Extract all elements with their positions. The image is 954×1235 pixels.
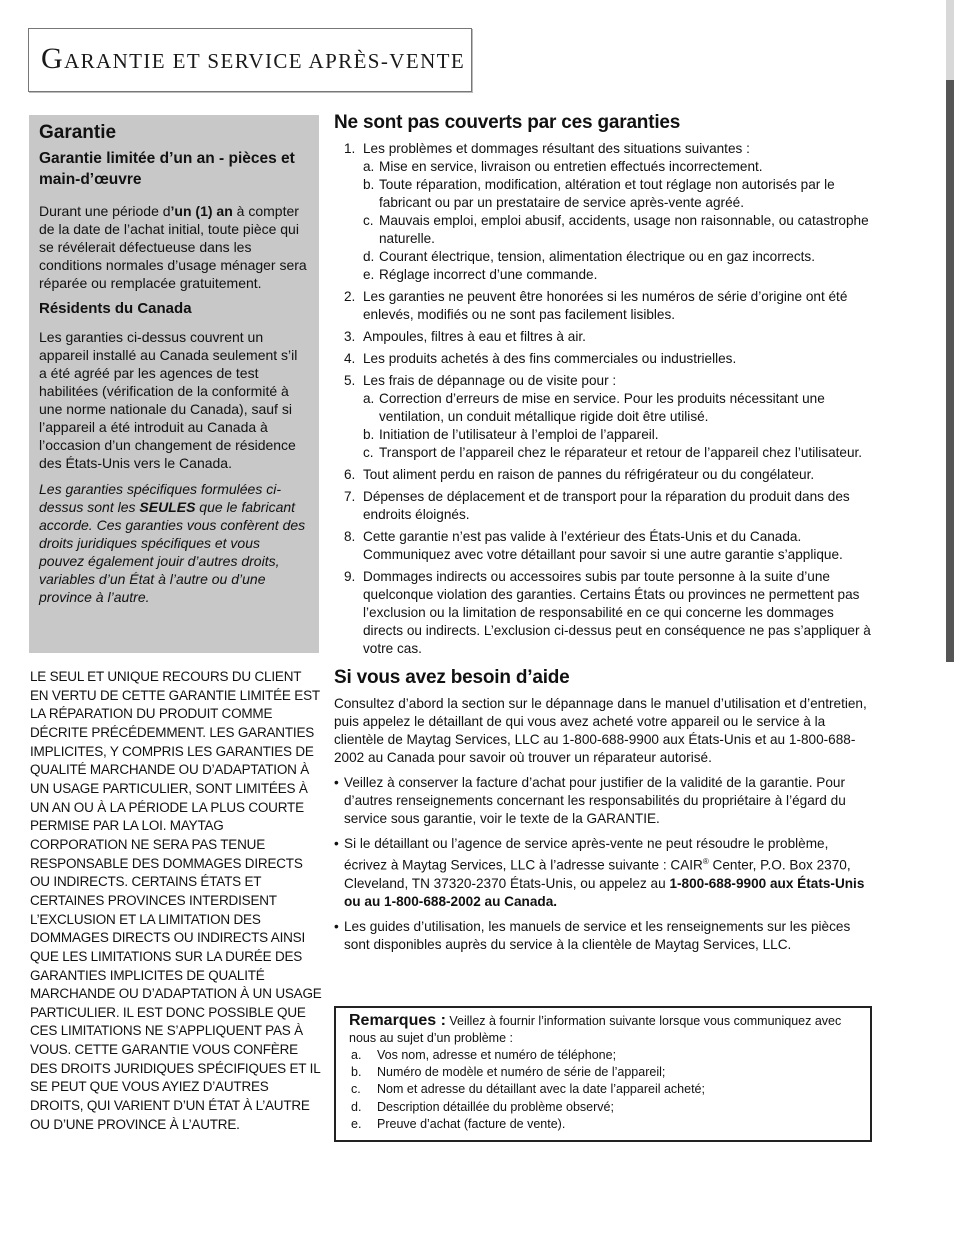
remarks-item-letter: b. xyxy=(351,1065,362,1080)
sub-item-text: Toute réparation, modification, altération et tout réglage non autorisés par le fabricant ou par un prestataire de service après-vente agréé. xyxy=(379,177,835,210)
remarks-intro-line xyxy=(349,1012,858,1047)
item-text: Les garanties ne peuvent être honorées si les numéros de série d’origine ont été enlevés, modifiés ou ne sont pas facilement lisibles. xyxy=(363,289,848,322)
not-covered-item xyxy=(334,568,874,658)
remarks-item-letter: a. xyxy=(351,1048,362,1062)
item-text: Cette garantie n’est pas valide à l’extérieur des États-Unis et du Canada. Communiquez avec votre détaillant pour savoir si une autre garantie s’applique. xyxy=(363,529,843,562)
not-covered-item xyxy=(334,350,874,368)
warranty-period: ’un (1) an xyxy=(170,203,233,219)
item-number: 7. xyxy=(344,489,356,504)
help-bullet-text: Les guides d’utilisation, les manuels de service et les renseignements sur les pièces sont disponibles auprès du service à la clientèle de Maytag Services, LLC. xyxy=(344,918,851,952)
sub-item xyxy=(363,444,874,462)
remarks-item xyxy=(349,1116,858,1133)
sub-item-letter: e. xyxy=(363,267,375,282)
warranty-para-suffix: à compter de la date de l’achat initial, toute pièce qui se révélerait défectueuse dans les conditions normales d’usage ménager sera réparée ou remplacée gratuitement. xyxy=(39,203,307,291)
warranty-paragraph xyxy=(39,202,309,292)
item-text: Dommages indirects ou accessoires subis par toute personne à la suite d’une quelconque violation des garanties. Certains États ou provinces ne permettent pas l’exclusion ou la limitation de responsabilité en ce qui concerne les dommages directs ou indirects. L’exclusion ci-dessus peut en conséquence ne pas s’appliquer à votre cas. xyxy=(363,569,871,656)
sub-item xyxy=(363,390,874,426)
specific-warranty-note xyxy=(39,480,309,606)
remarks-item-letter: c. xyxy=(351,1082,361,1097)
item-number: 1. xyxy=(344,141,356,156)
sub-item xyxy=(363,176,874,212)
phone-numbers: 1-800-688-9900 aux États-Unis ou au 1-800-688-2002 au Canada. xyxy=(344,875,865,909)
sub-item-letter: b. xyxy=(363,427,375,442)
page-title-text: ARANTIE ET SERVICE APRÈS-VENTE xyxy=(64,49,466,73)
item-number: 3. xyxy=(344,329,356,344)
not-covered-item xyxy=(334,288,874,324)
remarks-item-text: Description détaillée du problème observé; xyxy=(377,1099,614,1114)
not-covered-item xyxy=(334,140,874,284)
registered-mark: ® xyxy=(702,857,709,866)
sub-item xyxy=(363,248,874,266)
warranty-para-prefix: Durant une période d xyxy=(39,203,171,219)
help-bullet-text: Veillez à conserver la facture d’achat pour justifier de la validité de la garantie. Pour d’autres renseignements concernant les responsabilités du propriétaire à l’égard du service sous garantie, voir le texte de la GARANTIE. xyxy=(344,775,846,826)
note-emphasis: SEULES xyxy=(139,499,196,515)
note-prefix: Les garanties spécifiques formulées ci-dessus sont les xyxy=(39,481,282,515)
item-number: 6. xyxy=(344,467,356,482)
sub-item xyxy=(363,426,874,444)
item-text: Dépenses de déplacement et de transport pour la réparation du produit dans des endroits éloignés. xyxy=(363,489,850,522)
sub-item xyxy=(363,266,874,284)
not-covered-item xyxy=(334,372,874,462)
sub-item-text: Réglage incorrect d’une commande. xyxy=(379,267,598,282)
item-text: Les frais de dépannage ou de visite pour : xyxy=(363,373,617,388)
remarks-item-letter: e. xyxy=(351,1116,362,1131)
remarks-item-letter: d. xyxy=(351,1099,362,1114)
canada-heading: Résidents du Canada xyxy=(39,300,192,317)
remarks-list xyxy=(349,1047,858,1133)
right-column xyxy=(334,112,874,961)
sub-item-text: Correction d’erreurs de mise en service. Pour les produits nécessitant une ventilation, un conduit métallique rigide doit être utilisé. xyxy=(379,391,825,424)
remarks-title: Remarques : xyxy=(349,1012,446,1029)
warranty-title: Garantie xyxy=(39,122,117,143)
page-title xyxy=(41,42,465,76)
item-text: Les produits achetés à des fins commerciales ou industrielles. xyxy=(363,351,737,366)
remarks-box xyxy=(334,1006,872,1142)
remarks-item xyxy=(349,1064,858,1081)
sub-item-text: Mise en service, livraison ou entretien effectués incorrectement. xyxy=(379,159,763,174)
note-suffix: que le fabricant accorde. Ces garanties vous confèrent des droits juridiques spécifiques et vous pouvez également jouir d’autres droits, variables d’un État à l’autre ou d’une province à l’autre. xyxy=(39,499,306,605)
help-intro: Consultez d’abord la section sur le dépannage dans le manuel d’utilisation et d’entretien, puis appelez le détaillant de qui vous avez acheté votre appareil ou le service à la clientèle de Maytag Services, LLC au 1-800-688-9900 aux États-Unis et au 1-800-688-2002 au Canada pour savoir où trouver un réparateur autorisé. xyxy=(334,696,867,765)
not-covered-item xyxy=(334,488,874,524)
item-number: 4. xyxy=(344,351,356,366)
help-bullet-text: Si le détaillant ou l’agence de service après-vente ne peut résoudre le problème, écrivez à Maytag Services, LLC à l’adresse suivante : CAIR xyxy=(344,836,829,873)
remarks-item-text: Preuve d’achat (facture de vente). xyxy=(377,1116,566,1131)
sub-item-letter: a. xyxy=(363,391,375,406)
page-title-box xyxy=(28,28,472,92)
sub-item-text: Mauvais emploi, emploi abusif, accidents, usage non raisonnable, ou catastrophe naturelle. xyxy=(379,213,869,246)
canada-paragraph: Les garanties ci-dessus couvrent un appareil installé au Canada seulement s’il a été agréé par les agences de test habilitées (vérification de la conformité à une norme nationale du Canada), sauf si l’appareil a été introduit au Canada à l’occasion d’un changement de résidence des États-Unis vers le Canada. xyxy=(39,329,298,471)
page-title-initial: G xyxy=(41,42,65,75)
item-text: Ampoules, filtres à eau et filtres à air. xyxy=(363,329,586,344)
sub-item-text: Initiation de l’utilisateur à l’emploi de l’appareil. xyxy=(379,427,659,442)
bullet-mark: • xyxy=(334,836,339,851)
help-bullet-text-cont: Center, P.O. Box 2370, Cleveland, TN 37320-2370 États-Unis, ou appelez au xyxy=(344,857,851,891)
disclaimer-text: LE SEUL ET UNIQUE RECOURS DU CLIENT EN VERTU DE CETTE GARANTIE LIMITÉE EST LA RÉPARATION DU PRODUIT COMME DÉCRITE PRÉCÉDEMMENT. LES GARANTIES IMPLICITES, Y COMPRIS LES GARANTIES DE QUALITÉ MARCHANDE OU D’ADAPTATION À UN USAGE PARTICULIER, SONT LIMITÉES À UN AN OU À LA PÉRIODE LA PLUS COURTE PERMISE PAR LA LOI. MAYTAG CORPORATION NE SERA PAS TENUE RESPONSABLE DES DOMMAGES DIRECTS OU INDIRECTS. CERTAINS ÉTATS ET CERTAINES PROVINCES INTERDISENT L’EXCLUSION ET LA LIMITATION DES DOMMAGES DIRECTS OU INDIRECTS AINSI QUE LES LIMITATIONS SUR LA DURÉE DES GARANTIES IMPLICITES DE QUALITÉ MARCHANDE OU D’ADAPTATION À UN USAGE PARTICULIER. IL EST DONC POSSIBLE QUE CES LIMITATIONS NE S’APPLIQUENT PAS À VOUS. CETTE GARANTIE VOUS CONFÈRE DES DROITS JURIDIQUES SPÉCIFIQUES ET IL SE PEUT QUE VOUS AYIEZ D’AUTRES DROITS, QUI VARIENT D’UN ÉTAT À L’AUTRE OU D’UNE PROVINCE À L’AUTRE. xyxy=(30,669,322,1132)
item-number: 9. xyxy=(344,569,356,584)
bullet-mark: • xyxy=(334,918,339,934)
not-covered-item xyxy=(334,466,874,484)
sub-item-letter: c. xyxy=(363,213,374,228)
item-number: 2. xyxy=(344,289,356,304)
not-covered-list xyxy=(334,140,874,658)
remarks-item-text: Numéro de modèle et numéro de série de l’appareil; xyxy=(377,1065,666,1080)
sub-item-letter: c. xyxy=(363,445,374,460)
help-bullet xyxy=(334,918,874,954)
remarks-item-text: Vos nom, adresse et numéro de téléphone; xyxy=(377,1048,617,1062)
remarks-item xyxy=(349,1099,858,1116)
sub-item xyxy=(363,212,874,248)
sub-list xyxy=(363,390,874,462)
help-bullets xyxy=(334,774,874,954)
remarks-intro: Veillez à fournir l’information suivante lorsque vous communiquez avec nous au sujet d’un problème : xyxy=(349,1014,842,1045)
help-bullet xyxy=(334,835,874,911)
warranty-subtitle: Garantie limitée d’un an - pièces et main-d’œuvre xyxy=(39,150,295,188)
sub-item-letter: b. xyxy=(363,177,375,192)
remarks-item-text: Nom et adresse du détaillant avec la date l’appareil acheté; xyxy=(377,1082,705,1097)
sub-item-letter: a. xyxy=(363,159,375,174)
help-bullet xyxy=(334,774,874,828)
sub-item-text: Transport de l’appareil chez le réparateur et retour de l’appareil chez l’utilisateur. xyxy=(379,445,863,460)
sub-list xyxy=(363,158,874,284)
not-covered-item xyxy=(334,528,874,564)
sub-item xyxy=(363,158,874,176)
warranty-box xyxy=(29,115,319,653)
not-covered-heading: Ne sont pas couverts par ces garanties xyxy=(334,112,681,133)
item-text: Les problèmes et dommages résultant des situations suivantes : xyxy=(363,141,750,156)
item-text: Tout aliment perdu en raison de pannes du réfrigérateur ou du congélateur. xyxy=(363,467,815,482)
not-covered-item xyxy=(334,328,874,346)
help-heading: Si vous avez besoin d’aide xyxy=(334,667,570,688)
bullet-mark: • xyxy=(334,775,339,790)
sub-item-text: Courant électrique, tension, alimentation électrique ou en gaz incorrects. xyxy=(379,249,816,264)
remarks-item xyxy=(349,1081,858,1098)
sub-item-letter: d. xyxy=(363,249,375,264)
item-number: 5. xyxy=(344,373,356,388)
page-edge-tab-dark xyxy=(946,80,954,662)
item-number: 8. xyxy=(344,529,356,544)
remarks-item xyxy=(349,1047,858,1064)
